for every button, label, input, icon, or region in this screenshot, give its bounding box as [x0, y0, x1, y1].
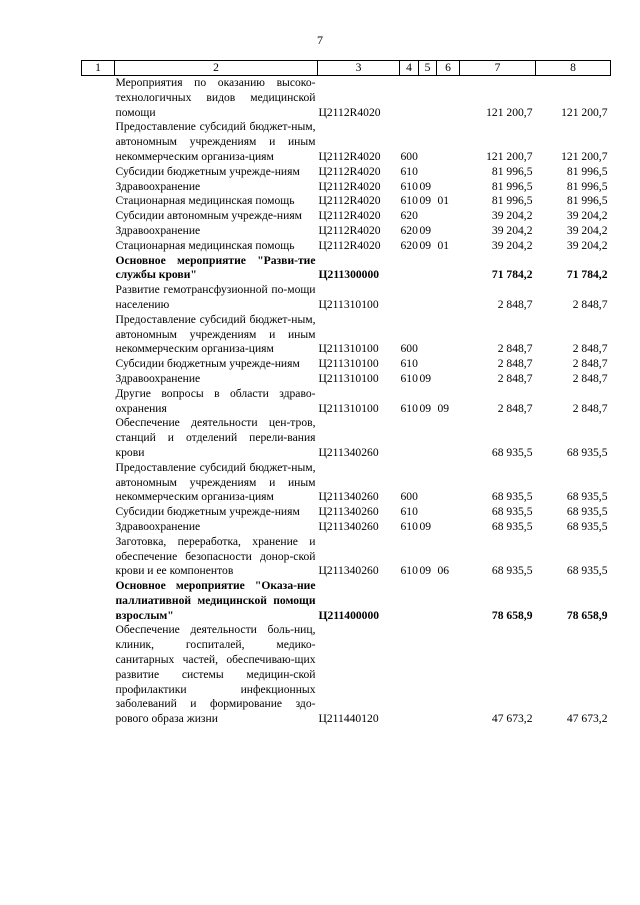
amount-col7-cell: 2 848,7 — [497, 357, 533, 371]
target-code-cell: Ц2112R4020 — [318, 149, 381, 163]
section-cell: 09 — [419, 564, 432, 578]
item-name-cell: Предоставление субсидий бюджет-ным, автономным учреждениям и иным некоммерческим организа-циям — [115, 120, 316, 163]
amount-col7-cell: 68 935,5 — [491, 564, 533, 578]
amount-col7-cell: 71 784,2 — [491, 268, 533, 282]
item-name-cell: Развитие гемотрансфузионной по-мощи населению — [115, 283, 316, 311]
subsection-cell — [437, 209, 460, 224]
table-row — [82, 254, 611, 284]
table-row — [82, 505, 611, 520]
section-cell: 09 — [419, 371, 432, 385]
row-number-cell — [82, 387, 115, 417]
section-cell — [419, 120, 437, 164]
expense-type-cell: 610 — [400, 564, 418, 578]
amount-col7-cell: 47 673,2 — [491, 712, 533, 726]
row-number-cell — [82, 623, 115, 727]
table-row — [82, 357, 611, 372]
table-row — [82, 579, 611, 623]
target-code-cell: Ц211340260 — [318, 445, 379, 459]
expense-type-cell: 610 — [400, 371, 418, 385]
subsection-cell: 09 — [437, 401, 450, 415]
column-header: 6 — [437, 61, 460, 76]
amount-col7-cell: 121 200,7 — [486, 149, 533, 163]
expense-type-cell — [400, 76, 419, 121]
row-number-cell — [82, 283, 115, 313]
amount-col8-cell: 39 204,2 — [566, 209, 608, 223]
target-code-cell: Ц2112R4020 — [318, 238, 381, 252]
table-header-row — [82, 61, 611, 76]
table-row — [82, 224, 611, 239]
amount-col7-cell: 81 996,5 — [491, 194, 533, 208]
row-number-cell — [82, 461, 115, 505]
amount-col7-cell: 81 996,5 — [491, 179, 533, 193]
expense-type-cell — [400, 416, 419, 460]
subsection-cell — [437, 283, 460, 313]
amount-col7-cell: 2 848,7 — [497, 371, 533, 385]
section-cell — [419, 209, 437, 224]
amount-col7-cell: 78 658,9 — [491, 608, 533, 622]
column-header: 2 — [115, 61, 318, 76]
section-cell: 09 — [419, 238, 432, 252]
amount-col8-cell: 78 658,9 — [566, 608, 608, 622]
subsection-cell — [437, 520, 460, 535]
row-number-cell — [82, 416, 115, 460]
item-name-cell: Здравоохранение — [115, 519, 201, 533]
subsection-cell — [437, 579, 460, 623]
table-row — [82, 313, 611, 357]
item-name-cell: Предоставление субсидий бюджет-ным, автономным учреждениям и иным некоммерческим организа-циям — [115, 312, 316, 356]
amount-col8-cell: 2 848,7 — [572, 357, 608, 371]
item-name-cell: Здравоохранение — [115, 179, 201, 193]
item-name-cell: Здравоохранение — [115, 371, 201, 385]
amount-col8-cell: 68 935,5 — [566, 505, 608, 519]
item-name-cell: Другие вопросы в области здраво-охранения — [115, 386, 316, 415]
table-row — [82, 387, 611, 417]
table-row — [82, 535, 611, 579]
column-header: 3 — [318, 61, 400, 76]
target-code-cell: Ц211310100 — [318, 297, 379, 311]
target-code-cell: Ц211340260 — [318, 490, 379, 504]
item-name-cell: Мероприятия по оказанию высоко-технологичных видов медицинской помощи — [115, 76, 316, 119]
page-number: 7 — [317, 33, 323, 47]
item-name-cell: Основное мероприятие "Разви-тие службы крови" — [115, 253, 316, 282]
section-cell — [419, 461, 437, 505]
target-code-cell: Ц211340260 — [318, 519, 379, 533]
table-row — [82, 520, 611, 535]
table-row — [82, 623, 611, 727]
expense-type-cell: 610 — [400, 194, 418, 208]
item-name-cell: Заготовка, переработка, хранение и обеспечение безопасности донор-ской крови и ее компонентов — [115, 534, 316, 578]
expense-type-cell: 620 — [400, 209, 418, 223]
section-cell — [419, 505, 437, 520]
section-cell: 09 — [419, 519, 432, 533]
row-number-cell — [82, 372, 115, 387]
subsection-cell — [437, 372, 460, 387]
amount-col7-cell: 121 200,7 — [486, 105, 533, 119]
item-name-cell: Обеспечение деятельности цен-тров, станций и отделений перели-вания крови — [115, 416, 316, 459]
amount-col8-cell: 81 996,5 — [566, 194, 608, 208]
subsection-cell — [437, 224, 460, 239]
subsection-cell — [437, 623, 460, 727]
section-cell: 09 — [419, 194, 432, 208]
expense-type-cell: 610 — [400, 401, 418, 415]
subsection-cell — [437, 313, 460, 357]
expense-type-cell: 610 — [400, 505, 418, 519]
table-row — [82, 372, 611, 387]
row-number-cell — [82, 535, 115, 579]
expense-type-cell: 620 — [400, 238, 418, 252]
section-cell — [419, 313, 437, 357]
target-code-cell: Ц2112R4020 — [318, 209, 381, 223]
expense-type-cell: 610 — [400, 164, 418, 178]
table-row — [82, 283, 611, 313]
amount-col7-cell: 81 996,5 — [491, 164, 533, 178]
row-number-cell — [82, 180, 115, 195]
row-number-cell — [82, 209, 115, 224]
item-name-cell: Стационарная медицинская помощь — [115, 238, 295, 252]
item-name-cell: Субсидии бюджетным учрежде-ниям — [115, 357, 300, 371]
section-cell — [419, 254, 437, 284]
expense-type-cell: 610 — [400, 179, 418, 193]
item-name-cell: Субсидии бюджетным учрежде-ниям — [115, 164, 300, 178]
target-code-cell: Ц2112R4020 — [318, 223, 381, 237]
row-number-cell — [82, 505, 115, 520]
amount-col8-cell: 2 848,7 — [572, 401, 608, 415]
table-row — [82, 76, 611, 121]
column-header: 7 — [460, 61, 536, 76]
row-number-cell — [82, 165, 115, 180]
amount-col8-cell: 81 996,5 — [566, 179, 608, 193]
amount-col7-cell: 2 848,7 — [497, 342, 533, 356]
amount-col8-cell: 121 200,7 — [561, 105, 608, 119]
table-row — [82, 461, 611, 505]
subsection-cell: 01 — [437, 194, 450, 208]
row-number-cell — [82, 120, 115, 164]
amount-col7-cell: 39 204,2 — [491, 209, 533, 223]
amount-col8-cell: 81 996,5 — [566, 164, 608, 178]
section-cell: 09 — [419, 179, 432, 193]
item-name-cell: Предоставление субсидий бюджет-ным, автономным учреждениям и иным некоммерческим организа-циям — [115, 460, 316, 504]
column-header: 1 — [82, 61, 115, 76]
subsection-cell — [437, 120, 460, 164]
target-code-cell: Ц2112R4020 — [318, 194, 381, 208]
table-row — [82, 194, 611, 209]
subsection-cell — [437, 180, 460, 195]
table-row — [82, 416, 611, 460]
item-name-cell: Обеспечение деятельности боль-ниц, клиник, госпиталей, медико-санитарных частей, обеспечиваю-щих развитие системы медицин-ской профилактики инфекционных заболеваний и формирование здо-рового образа жизни — [115, 623, 316, 726]
section-cell — [419, 416, 437, 460]
expense-type-cell: 600 — [400, 490, 418, 504]
target-code-cell: Ц211310100 — [318, 401, 379, 415]
section-cell: 09 — [419, 401, 432, 415]
item-name-cell: Субсидии бюджетным учрежде-ниям — [115, 505, 300, 519]
subsection-cell — [437, 357, 460, 372]
row-number-cell — [82, 239, 115, 254]
row-number-cell — [82, 357, 115, 372]
row-number-cell — [82, 254, 115, 284]
expense-type-cell — [400, 623, 419, 727]
amount-col7-cell: 2 848,7 — [497, 401, 533, 415]
subsection-cell — [437, 416, 460, 460]
table-row — [82, 180, 611, 195]
amount-col8-cell: 68 935,5 — [566, 519, 608, 533]
amount-col8-cell: 39 204,2 — [566, 223, 608, 237]
target-code-cell: Ц211300000 — [318, 268, 380, 282]
section-cell — [419, 165, 437, 180]
row-number-cell — [82, 194, 115, 209]
subsection-cell — [437, 76, 460, 121]
target-code-cell: Ц211340260 — [318, 564, 379, 578]
budget-table — [81, 60, 611, 727]
amount-col8-cell: 39 204,2 — [566, 238, 608, 252]
section-cell: 09 — [419, 223, 432, 237]
expense-type-cell: 620 — [400, 223, 418, 237]
subsection-cell — [437, 461, 460, 505]
target-code-cell: Ц2112R4020 — [318, 179, 381, 193]
amount-col7-cell: 2 848,7 — [497, 297, 533, 311]
amount-col8-cell: 2 848,7 — [572, 342, 608, 356]
row-number-cell — [82, 313, 115, 357]
section-cell — [419, 579, 437, 623]
expense-type-cell — [400, 254, 419, 284]
target-code-cell: Ц211310100 — [318, 371, 379, 385]
section-cell — [419, 283, 437, 313]
column-header: 5 — [419, 61, 437, 76]
amount-col7-cell: 39 204,2 — [491, 238, 533, 252]
amount-col8-cell: 121 200,7 — [561, 149, 608, 163]
subsection-cell: 01 — [437, 238, 450, 252]
amount-col8-cell: 2 848,7 — [572, 371, 608, 385]
target-code-cell: Ц211440120 — [318, 712, 379, 726]
row-number-cell — [82, 76, 115, 121]
target-code-cell: Ц2112R4020 — [318, 105, 381, 119]
table-row — [82, 120, 611, 164]
expense-type-cell — [400, 579, 419, 623]
column-header: 4 — [400, 61, 419, 76]
target-code-cell: Ц211310100 — [318, 342, 379, 356]
target-code-cell: Ц211310100 — [318, 357, 379, 371]
section-cell — [419, 357, 437, 372]
amount-col8-cell: 2 848,7 — [572, 297, 608, 311]
row-number-cell — [82, 520, 115, 535]
table-row — [82, 165, 611, 180]
expense-type-cell: 610 — [400, 357, 418, 371]
amount-col7-cell: 68 935,5 — [491, 490, 533, 504]
target-code-cell: Ц2112R4020 — [318, 164, 381, 178]
target-code-cell: Ц211400000 — [318, 608, 380, 622]
subsection-cell: 06 — [437, 564, 450, 578]
expense-type-cell: 610 — [400, 519, 418, 533]
amount-col7-cell: 39 204,2 — [491, 223, 533, 237]
target-code-cell: Ц211340260 — [318, 505, 379, 519]
amount-col7-cell: 68 935,5 — [491, 445, 533, 459]
amount-col8-cell: 68 935,5 — [566, 445, 608, 459]
row-number-cell — [82, 224, 115, 239]
section-cell — [419, 623, 437, 727]
expense-type-cell — [400, 283, 419, 313]
table-row — [82, 239, 611, 254]
amount-col8-cell: 68 935,5 — [566, 564, 608, 578]
section-cell — [419, 76, 437, 121]
item-name-cell: Здравоохранение — [115, 223, 201, 237]
subsection-cell — [437, 165, 460, 180]
expense-type-cell: 600 — [400, 342, 418, 356]
expense-type-cell: 600 — [400, 149, 418, 163]
subsection-cell — [437, 505, 460, 520]
item-name-cell: Стационарная медицинская помощь — [115, 194, 295, 208]
amount-col8-cell: 68 935,5 — [566, 490, 608, 504]
amount-col7-cell: 68 935,5 — [491, 519, 533, 533]
subsection-cell — [437, 254, 460, 284]
amount-col8-cell: 71 784,2 — [566, 268, 608, 282]
amount-col7-cell: 68 935,5 — [491, 505, 533, 519]
amount-col8-cell: 47 673,2 — [566, 712, 608, 726]
row-number-cell — [82, 579, 115, 623]
table-row — [82, 209, 611, 224]
column-header: 8 — [536, 61, 611, 76]
item-name-cell: Основное мероприятие "Оказа-ние паллиативной медицинской помощи взрослым" — [115, 579, 316, 622]
item-name-cell: Субсидии автономным учрежде-ниям — [115, 209, 302, 223]
